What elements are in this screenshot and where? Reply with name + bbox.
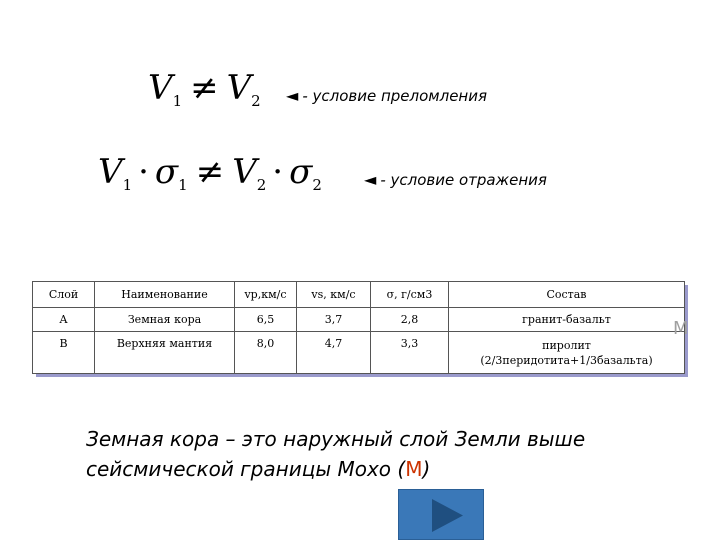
- header-cell: Наименование: [95, 282, 235, 308]
- table-cell: 4,7: [297, 332, 371, 374]
- table-row: [33, 308, 685, 332]
- table-cell: Земная кора: [95, 308, 235, 332]
- formula-var: σ: [154, 152, 179, 192]
- definition-text: Земная кора – это наружный слой Земли выше сейсмической границы Мохо (: [86, 427, 586, 481]
- table-header-row: [33, 282, 685, 308]
- table-cell: пиролит (2/3перидотита+1/3базальта): [449, 332, 685, 374]
- left-triangle-icon: ◄: [286, 86, 299, 105]
- header-cell: Состав: [449, 282, 685, 308]
- layers-table-container: [32, 281, 684, 373]
- next-slide-button[interactable]: [398, 489, 484, 540]
- formula-sub: 1: [172, 92, 183, 110]
- left-triangle-icon: ◄: [364, 170, 377, 189]
- formula-var: σ: [289, 152, 313, 192]
- table-cell: Верхняя мантия: [95, 332, 235, 374]
- definition-end: ): [422, 457, 431, 481]
- formula-var: V: [148, 68, 173, 108]
- layers-table: [32, 281, 685, 374]
- header-cell: σ, г/см3: [371, 282, 449, 308]
- formula-var: V: [232, 152, 257, 192]
- formula-sub: 2: [256, 176, 267, 194]
- refraction-label-text: - условие преломления: [302, 87, 487, 105]
- table-cell: 6,5: [235, 308, 297, 332]
- header-cell: vs, км/с: [297, 282, 371, 308]
- refraction-condition-label: [286, 86, 487, 105]
- table-cell: B: [33, 332, 95, 374]
- play-next-icon: [399, 490, 485, 541]
- table-cell: A: [33, 308, 95, 332]
- reflection-label-text: - условие отражения: [380, 171, 547, 189]
- header-cell: Слой: [33, 282, 95, 308]
- moho-highlight: М: [405, 457, 423, 481]
- reflection-condition-label: [364, 170, 547, 189]
- reflection-formula: [98, 152, 322, 194]
- table-row: [33, 332, 685, 374]
- formula-operator: ≠: [190, 68, 219, 108]
- moho-definition-text: [86, 424, 646, 484]
- table-cell: 3,7: [297, 308, 371, 332]
- formula-var: V: [226, 68, 252, 108]
- moho-boundary-label: M: [673, 318, 689, 339]
- formula-sub: 1: [178, 176, 188, 194]
- multiply-dot: ·: [272, 152, 284, 192]
- refraction-formula: [148, 68, 261, 110]
- formula-sub: 2: [312, 176, 322, 194]
- header-cell: vp,км/с: [235, 282, 297, 308]
- table-cell: 3,3: [371, 332, 449, 374]
- table-cell: гранит-базальт: [449, 308, 685, 332]
- formula-sub: 2: [251, 92, 261, 110]
- formula-operator: ≠: [195, 152, 225, 192]
- formula-sub: 1: [122, 176, 133, 194]
- formula-var: V: [98, 152, 123, 192]
- table-cell: 8,0: [235, 332, 297, 374]
- table-cell: 2,8: [371, 308, 449, 332]
- multiply-dot: ·: [138, 152, 149, 192]
